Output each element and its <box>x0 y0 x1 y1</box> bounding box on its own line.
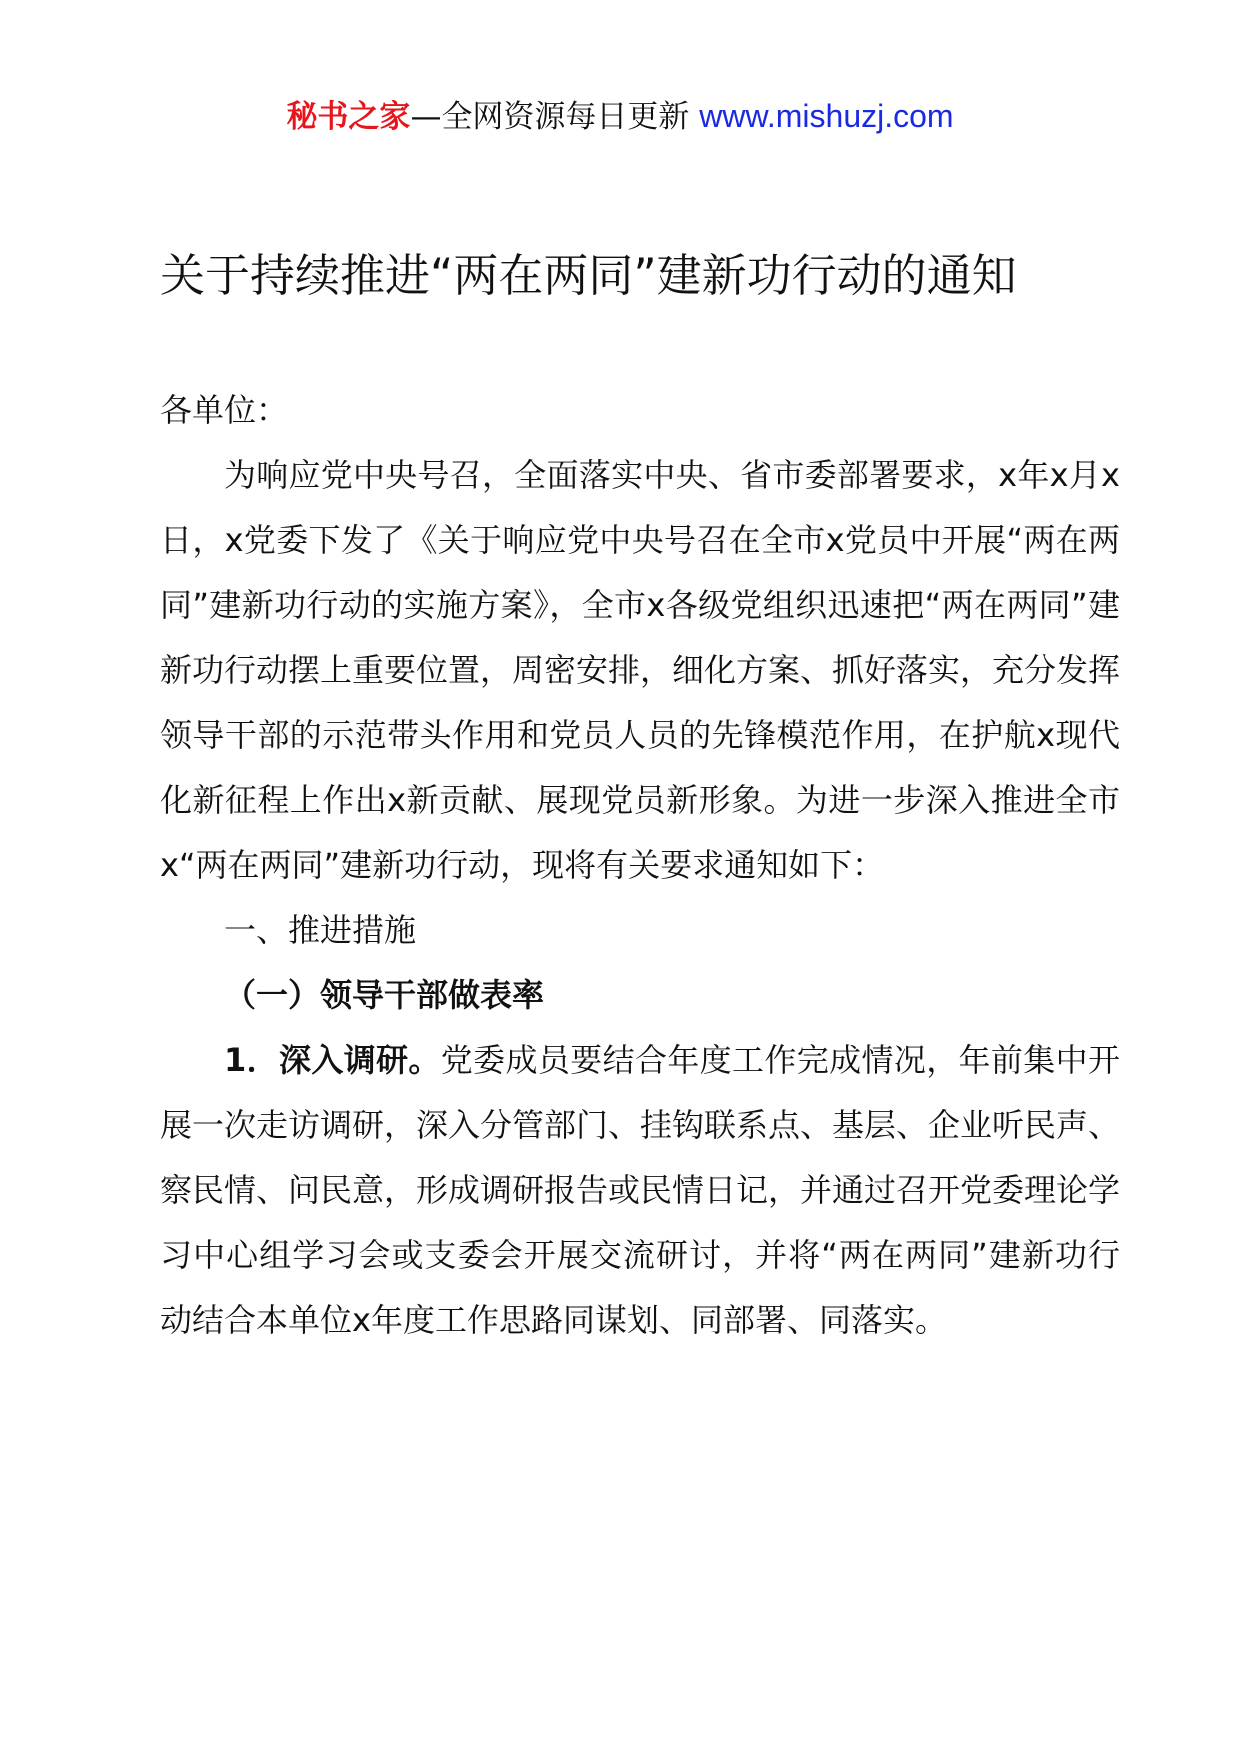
subsection-heading: （一）领导干部做表率 <box>224 976 545 1014</box>
intro-paragraph: 为响应党中央号召，全面落实中央、省市委部署要求，x年x月x日，x党委下发了《关于响应党中央号召在全市x党员中开展“两在两同”建新功行动的实施方案》，全市x各级党组织迅速把“两在两同”建新功行动摆上重要位置，周密安排，细化方案、抓好落实，充分发挥领导干部的示范带头作用和党员人员的先锋模范作用，在护航x现代化新征程上作出x新贡献、展现党员新形象。为进一步深入推进全市x“两在两同”建新功行动，现将有关要求通知如下： <box>160 456 1121 884</box>
item-text: 党委成员要结合年度工作完成情况，年前集中开展一次走访调研，深入分管部门、挂钩联系点、基层、企业听民声、察民情、问民意，形成调研报告或民情日记，并通过召开党委理论学习中心组学习会或支委会开展交流研讨，并将“两在两同”建新功行动结合本单位x年度工作思路同谋划、同部署、同落实。 <box>160 1041 1121 1339</box>
site-slogan: —全网资源每日更新 <box>410 99 700 135</box>
item-label: 1．深入调研。 <box>224 1041 441 1079</box>
document-title: 关于持续推进“两在两同”建新功行动的通知 <box>160 249 1017 302</box>
document-body <box>160 378 1120 1353</box>
site-header <box>0 96 1240 137</box>
site-url-link[interactable]: www.mishuzj.com <box>699 98 954 134</box>
item-paragraph <box>160 1028 1120 1353</box>
site-brand: 秘书之家 <box>286 99 411 135</box>
salutation: 各单位： <box>160 391 289 429</box>
section-heading: 一、推进措施 <box>224 911 417 949</box>
